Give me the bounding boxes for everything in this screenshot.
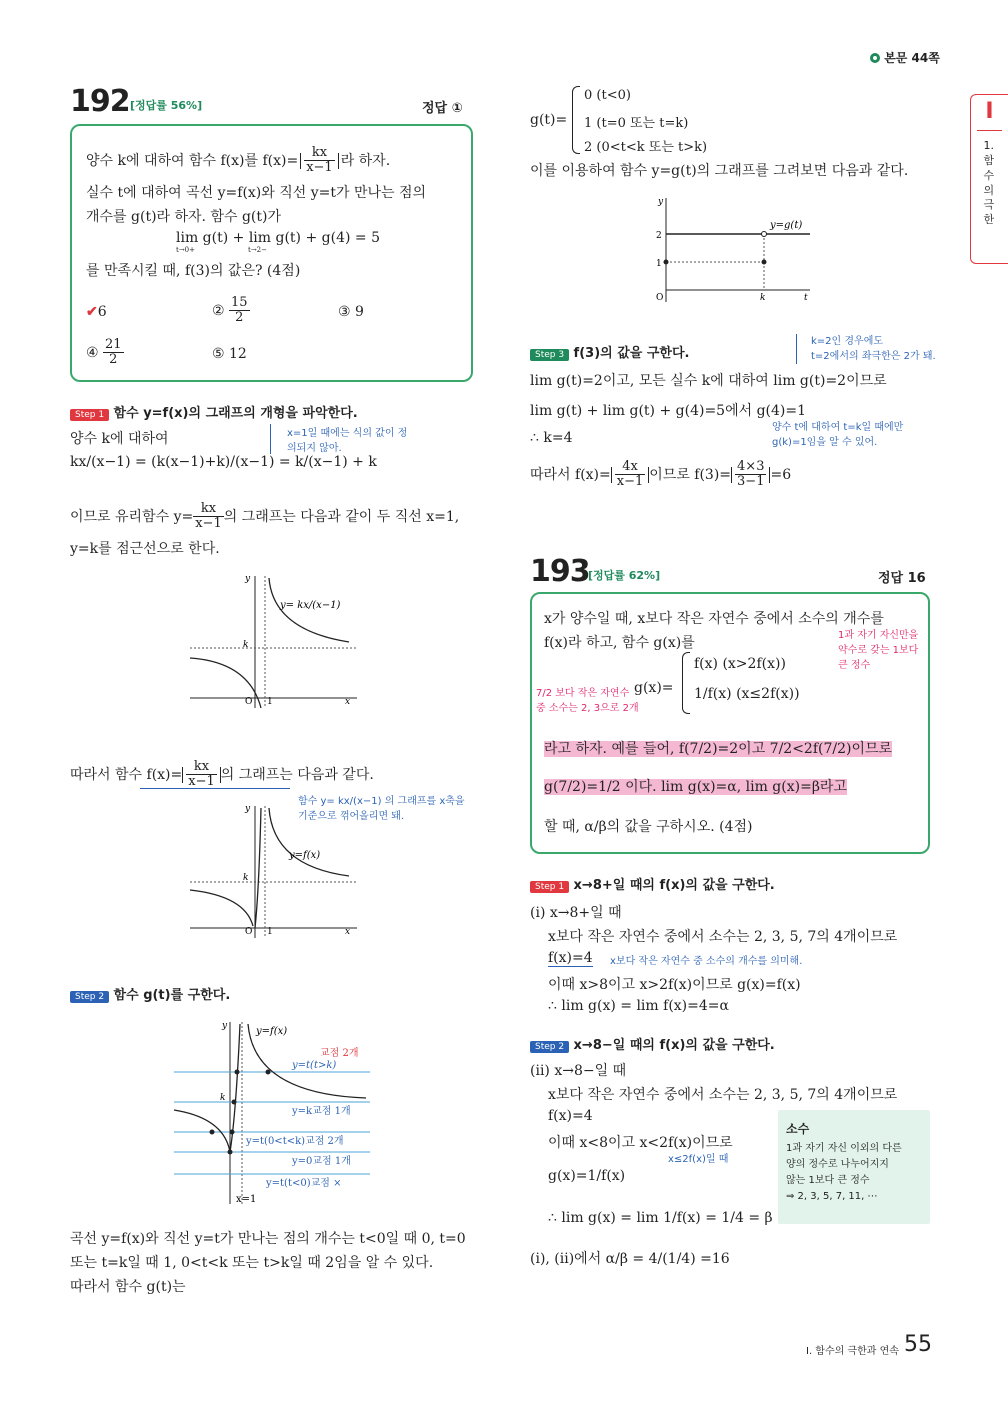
page-ref: 본문 44쪽 [870,49,940,66]
svg-text:O: O [245,927,253,937]
step1-header-193: Step 1 x→8+일 때의 f(x)의 값을 구한다. [530,874,775,893]
graph-gt [650,194,830,306]
s1-line-1: (ⅰ) x→8+일 때 [530,905,622,921]
svg-text:k: k [243,640,249,650]
tip-title: 소수 [786,1122,810,1136]
label-t-k: y=k교점 1개 [292,1106,351,1117]
circle-icon [870,53,880,63]
tip-line: 양의 정수로 나누어지지 [786,1159,889,1170]
s3-note-2: 양수 t에 대하여 t=k일 때에만 g(k)=1임을 알 수 있어. [772,422,904,448]
gx-case-1: f(x) (x>2f(x)) [694,656,786,672]
label-t-neg: y=t(t<0)교점 × [266,1178,342,1189]
problem-number-192: 192 [70,84,130,119]
graph-label: y= kx/(x−1) [280,600,341,611]
q-line-3: 개수를 g(t)라 하자. 함수 g(t)가 [86,209,281,225]
svg-text:k: k [243,873,249,883]
svg-text:k: k [220,1093,226,1103]
q-note: 1과 자기 자신만을 약수로 갖는 1보다 큰 정수 [838,630,919,671]
choice-2[interactable]: ② $\frac{15}{2}$ [212,295,248,326]
q-note-left: 7/2 보다 작은 자연수 중 소수는 2, 3으로 2개 [536,688,639,714]
s2-line-7: (ⅰ), (ⅱ)에서 α/β = 4/(1/4) =16 [530,1251,730,1267]
s3-line-3: ∴ k=4 [530,430,573,446]
s2-note: x≤2f(x)일 때 [668,1154,729,1165]
answer-193: 정답 16 [878,571,926,586]
svg-text:O: O [245,697,253,707]
chapter-roman: I [985,99,994,124]
s1-line-1: 양수 k에 대하여 [70,431,169,447]
curve-left [174,1110,230,1152]
step1-header-192: Step 1 함수 y=f(x)의 그래프의 개형을 파악한다. [70,402,358,421]
underline [140,788,290,789]
q-line-2: 실수 t에 대하여 곡선 y=f(x)와 직선 y=t가 만나는 점의 [86,185,427,201]
label-2pts: 교점 2개 [320,1048,359,1059]
curve-reflected [255,808,261,928]
graph-label: y=f(x) [289,850,321,861]
step2-header-192: Step 2 함수 g(t)를 구한다. [70,984,230,1003]
label-x1: x=1 [236,1194,257,1205]
q-line-1: x가 양수일 때, x보다 작은 자연수 중에서 소수의 개수를 [544,611,884,627]
s1-note: x보다 작은 자연수 중 소수의 개수를 의미해. [610,956,803,967]
rate-193: [정답률 62%] [588,569,661,582]
svg-text:k: k [760,293,766,303]
s2-line-2: x보다 작은 자연수 중에서 소수는 2, 3, 5, 7의 4개이므로 [548,1087,898,1103]
gt-prefix: g(t)= [530,112,568,128]
choice-5[interactable]: ⑤ 12 [212,346,247,362]
brace [682,652,690,714]
curve-right [269,808,349,876]
svg-text:y: y [658,197,664,207]
lim-sub-2: t→2− [248,246,267,254]
problem-box-192 [70,124,473,382]
check-icon: ✔ [86,304,98,320]
svg-text:2: 2 [656,231,662,241]
s3-note-1: k=2인 경우에도 t=2에서의 좌극한은 2가 돼. [796,334,936,364]
label-fx: y=f(x) [256,1026,288,1037]
s1-line-5: ∴ lim g(x) = lim f(x)=4=α [548,998,729,1014]
s3-line-1: lim g(t)=2이고, 모든 실수 k에 대하여 lim g(t)=2이므로 [530,373,887,389]
s2-line-5: g(x)=1/f(x) [548,1168,626,1184]
svg-text:1: 1 [267,697,273,707]
tip-line: 않는 1보다 큰 정수 [786,1175,870,1186]
gt-case-1: 1 (t=0 또는 t=k) [584,116,689,131]
lim-sub-1: t→0+ [176,246,195,254]
s1-line-3: f(x)=4 [548,950,593,966]
label-t-zero: y=0교점 1개 [292,1156,351,1167]
q-line-4: g(7/2)=1/2 이다. lim g(x)=α, lim g(x)=β라고 [544,779,847,795]
svg-text:x: x [345,927,351,937]
q-line-2: f(x)라 하고, 함수 g(x)를 [544,635,695,651]
tip-box [778,1110,930,1224]
s1-note: x=1일 때에는 식의 값이 정의되지 않아. [270,424,410,454]
s2-line-1: 곡선 y=f(x)와 직선 y=t가 만나는 점의 개수는 t<0일 때 0, t=0 [70,1231,466,1247]
q-line-5: 할 때, α/β의 값을 구하시오. (4점) [544,819,753,835]
svg-text:y: y [245,804,251,814]
label-t-gt-k: y=t(t>k) [292,1060,337,1071]
s1-line-3: y=k를 점근선으로 한다. [70,541,220,557]
s2-line-3: f(x)=4 [548,1108,593,1124]
gt-case-0: 0 (t<0) [584,88,631,103]
problem-box-193 [530,592,930,854]
s2-line-6: ∴ lim g(x) = lim 1/f(x) = 1/4 = β [548,1210,773,1226]
footer-title: I. 함수의 극한과 연속 [806,1346,899,1357]
svg-text:x: x [345,697,351,707]
gx-case-2: 1/f(x) (x≤2f(x)) [694,686,800,702]
gx-prefix: g(x)= [634,680,674,696]
svg-text:y: y [222,1021,228,1031]
s3-line-4: 따라서 f(x)= $\frac{4x}{x-1}$ 이므로 f(3)= $\frac{4\times 3}{3-1}$ =6 [530,459,792,490]
s2-line-4: 이때 x<8이고 x<2f(x)이므로 [548,1135,733,1151]
tip-line: 1과 자기 자신 이외의 다른 [786,1143,902,1154]
brace [572,86,580,154]
answer-192: 정답 ① [422,101,463,116]
tip-line: ⇒ 2, 3, 5, 7, 11, ⋯ [786,1191,878,1202]
chapter-tab[interactable] [970,94,1008,264]
choice-4[interactable]: ④ $\frac{21}{2}$ [86,337,122,368]
svg-text:1: 1 [267,927,273,937]
s2-line-3: 따라서 함수 g(t)는 [70,1279,186,1295]
s1-line-2: 이므로 유리함수 y= $\frac{kx}{x-1}$ 의 그래프는 다음과 같이 두 직선 x=1, [70,501,460,532]
svg-text:t: t [804,293,808,303]
s1-line-2: x보다 작은 자연수 중에서 소수는 2, 3, 5, 7의 4개이므로 [548,929,898,945]
s1-equation: kx/(x−1) = (k(x−1)+k)/(x−1) = k/(x−1) + k [70,454,377,470]
choice-1[interactable]: ✔6 [86,304,107,320]
problem-number-193: 193 [530,554,590,589]
s2-line-2: 또는 t=k일 때 1, 0<t<k 또는 t>k일 때 2임을 알 수 있다. [70,1255,434,1271]
label-t-between: y=t(0<t<k)교점 2개 [246,1136,344,1147]
step3-header-192: Step 3 f(3)의 값을 구한다. [530,342,689,361]
q-line-5: 를 만족시킬 때, f(3)의 값은? (4점) [86,263,301,279]
choice-3[interactable]: ③ 9 [338,304,364,320]
graph-rational [185,570,365,710]
curve-left [190,890,253,926]
step2-header-193: Step 2 x→8−일 때의 f(x)의 값을 구한다. [530,1034,775,1053]
rate-192: [정답률 56%] [130,99,203,112]
s1-note-2: 함수 y= kx/(x−1) 의 그래프를 x축을 기준으로 꺾어올리면 돼. [298,796,465,822]
svg-text:y: y [245,574,251,584]
svg-text:1: 1 [656,259,662,269]
s2-line-1: (ⅱ) x→8−일 때 [530,1063,627,1079]
s3-line-2: lim g(t) + lim g(t) + g(4)=5에서 g(4)=1 [530,403,807,419]
q-line-4: lim g(t) + lim g(t) + g(4) = 5 [176,230,380,246]
q-line-1: 양수 k에 대하여 함수 f(x)를 f(x)= $\frac{kx}{x-1}$ 라 하자. [86,145,391,176]
gt-case-2: 2 (0<t<k 또는 t>k) [584,140,708,155]
graph-label: y=g(t) [770,220,803,231]
s1-line-4: 따라서 함수 f(x)= $\frac{kx}{x-1}$ 의 그래프는 다음과 같다. [70,759,374,790]
graph-intersections [170,1014,380,1209]
page-number: 55 [904,1332,932,1357]
s2-line-4: 이를 이용하여 함수 y=g(t)의 그래프를 그려보면 다음과 같다. [530,163,909,179]
graph-abs [185,800,365,940]
q-line-3: 라고 하자. 예를 들어, f(7/2)=2이고 7/2<2f(7/2)이므로 [544,741,893,757]
s1-line-4: 이때 x>8이고 x>2f(x)이므로 g(x)=f(x) [548,977,801,993]
svg-text:O: O [656,293,664,303]
chapter-title: 1. 함수의 극한 [983,139,995,227]
